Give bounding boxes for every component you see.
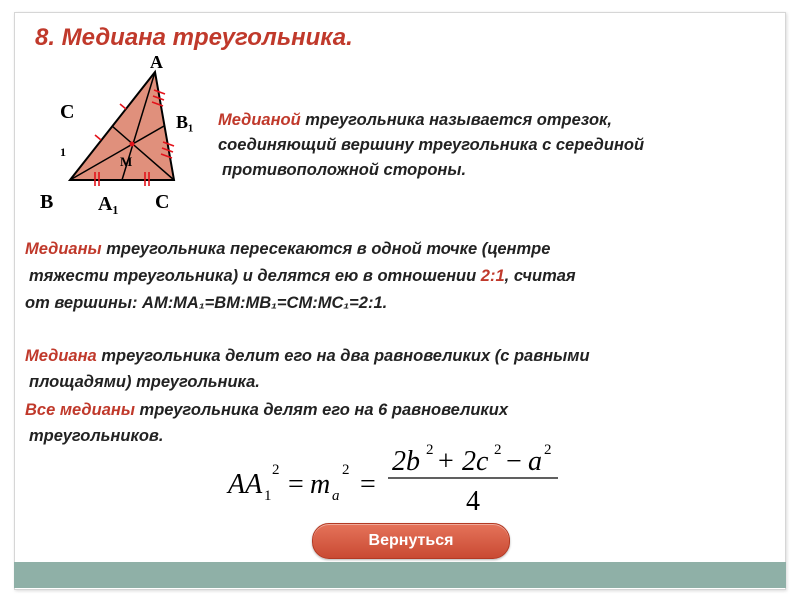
label-b: B (40, 191, 54, 213)
definition-term: Медианой (218, 111, 301, 129)
property2-term: Медиана (25, 347, 97, 365)
formula-lhs-sup: 2 (272, 462, 280, 478)
formula-m: m (310, 469, 331, 500)
numerator-2b-sup: 2 (426, 442, 434, 458)
definition-line-3: противоположной стороны. (222, 161, 467, 179)
bottom-bar (14, 562, 786, 588)
property2-line-2: площадями) треугольника. (29, 373, 260, 391)
numerator-a-sup: 2 (544, 442, 552, 458)
numerator-a: a (528, 446, 542, 477)
property3-line-1: Все медианы треугольника делят его на 6 равновеликих (25, 401, 509, 419)
definition-line-1: Медианой треугольника называется отрезок, (218, 111, 612, 129)
numerator-plus: + (438, 446, 454, 477)
denominator: 4 (466, 486, 480, 517)
back-button[interactable]: Вернуться (312, 523, 510, 559)
definition-line-2: соединяющий вершину треугольника с серединой (218, 136, 645, 154)
ratio-value: 2:1 (480, 267, 505, 285)
numerator-2b: 2b (392, 446, 420, 477)
property3-line-2: треугольников. (29, 427, 164, 445)
label-a: A (150, 52, 163, 72)
property1-line-3: от вершины: AM:MA₁=BM:MB₁=CM:MC₁=2:1. (25, 294, 388, 312)
formula-m-sub: a (332, 488, 340, 504)
formula-m-sup: 2 (342, 462, 350, 478)
formula-lhs: AA (228, 469, 263, 500)
property1-line-1: Медианы треугольника пересекаются в одной точке (центре (25, 240, 551, 258)
label-a1: A₁ (98, 193, 119, 215)
label-c: C (155, 191, 170, 213)
formula-eq-2: = (360, 469, 376, 500)
property1-line-2: тяжести треугольника) и делятся ею в отношении 2:1, считая (29, 267, 576, 285)
label-b1: B₁ (176, 112, 194, 132)
label-m: M (120, 154, 133, 169)
property1-term: Медианы (25, 240, 102, 258)
formula-eq-1: = (288, 469, 304, 500)
formula-lhs-sub: 1 (264, 488, 272, 504)
label-c-upper: C (60, 101, 75, 123)
numerator-2c: 2c (462, 446, 489, 477)
numerator-minus: − (506, 446, 522, 477)
numerator-2c-sup: 2 (494, 442, 502, 458)
property2-line-1: Медиана треугольника делит его на два равновеликих (с равными (25, 347, 590, 365)
property3-term: Все медианы (25, 401, 135, 419)
label-c-sub: 1 (60, 145, 66, 159)
page-title: 8. Медиана треугольника. (35, 24, 353, 51)
